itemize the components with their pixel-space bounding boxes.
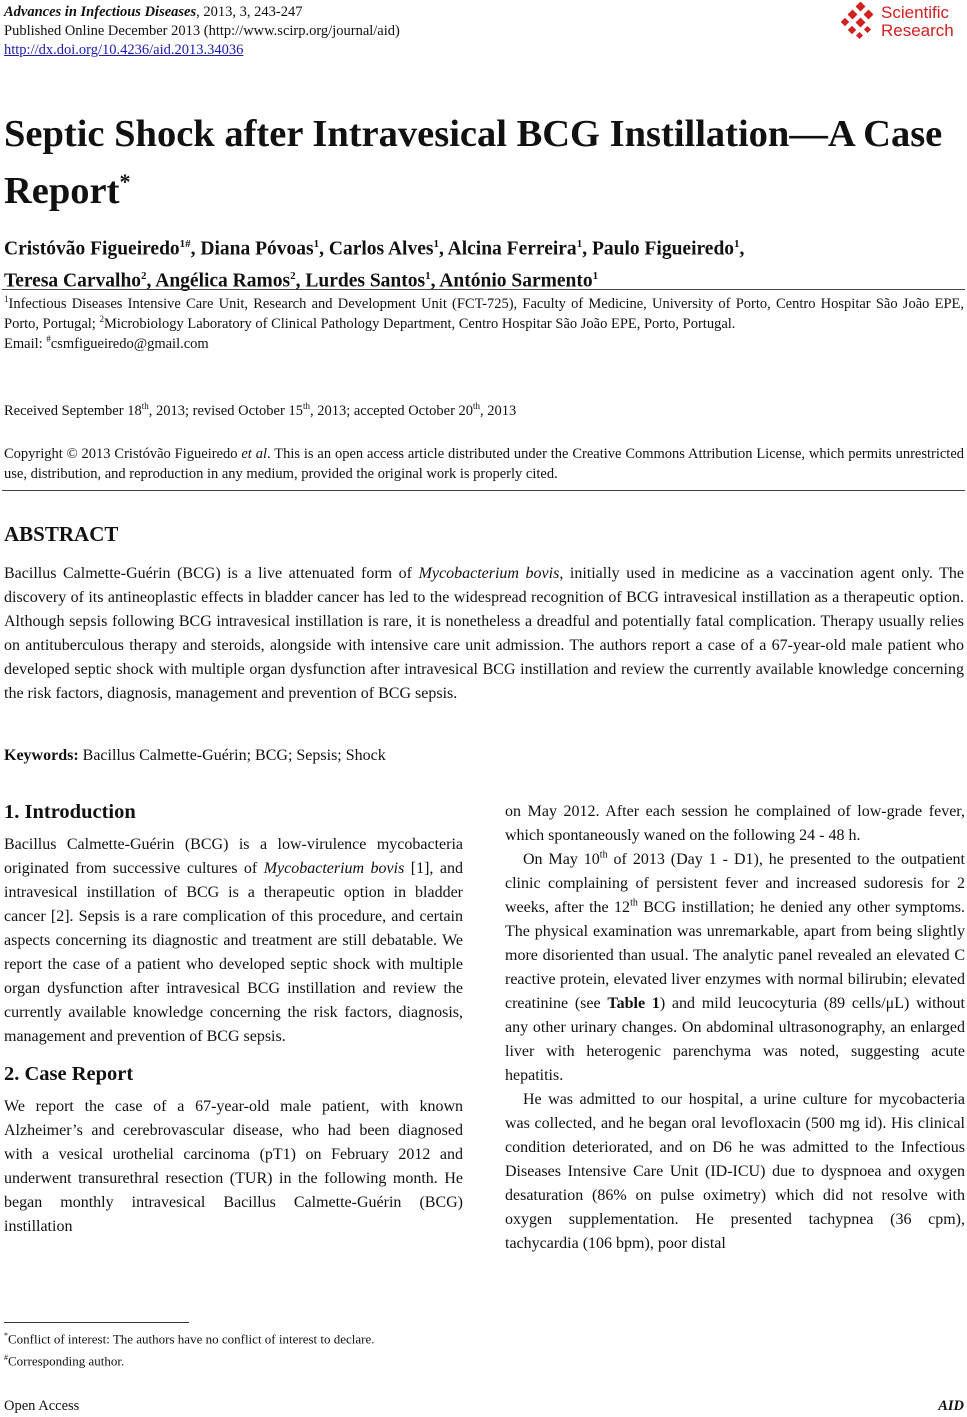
right-column xyxy=(505,800,965,1256)
author-name: António Sarmento xyxy=(439,270,593,291)
intro-paragraph: Bacillus Calmette-Guérin (BCG) is a low-virulence mycobacteria originated from successive cultures of Mycobacterium bovis [1], and intravesical instillation of BCG is a therapeutic option in bladder cancer [2]. Sepsis is a rare complication of this procedure, and certain aspects concerning its diagnostic and treatment are still debatable. We report the case of a patient who developed septic shock with multiple organ dysfunction after intravesical BCG instillation and review the currently available knowledge concerning the risk factors, diagnosis, management and prevention of BCG sepsis. xyxy=(4,836,463,1045)
left-column xyxy=(4,800,463,1239)
author-line-1: Cristóvão Figueiredo$^{1\#}$, Diana Póvoas$^1$, Carlos Alves$^1$, Alcina Ferreira$^1$, Paulo Figueiredo$^1$, xyxy=(4,238,745,260)
author-line-2: Teresa Carvalho$^2$, Angélica Ramos$^2$, Lurdes Santos$^1$, António Sarmento$^1$ xyxy=(4,269,599,291)
author-affiliation-mark: 1 xyxy=(433,238,439,250)
received-dates: Received September 18th, 2013; revised October 15th, 2013; accepted October 20th, 2013 xyxy=(4,401,517,419)
copyright-notice: Copyright © 2013 Cristóvão Figueiredo et al. This is an open access article distributed under the Creative Commons Attribution License, which permits unrestricted use, distribution, and reproduction in any medium, provided the original work is properly cited. xyxy=(4,446,965,482)
doi-link[interactable]: http://dx.doi.org/10.4236/aid.2013.34036 xyxy=(4,42,244,58)
case-paragraph-1: We report the case of a 67-year-old male patient, with known Alzheimer’s and cerebrovascular disease, who had been diagnosed with a vesical urothelial carcinoma (pT1) on February 2012 and underwent transurethral resection (TUR) in the following month. He began monthly intravesical Bacillus Calmette-Guérin (BCG) instillation xyxy=(4,1098,463,1235)
author-name: Alcina Ferreira xyxy=(447,238,577,260)
case-paragraph-1-continued: on May 2012. After each session he complained of low-grade fever, which spontaneously waned on the following 24 - 48 h. xyxy=(505,803,965,844)
published-line: Published Online December 2013 (http://www.scirp.org/journal/aid) xyxy=(4,23,400,39)
author-name: Teresa Carvalho xyxy=(4,270,142,291)
abstract-heading: ABSTRACT xyxy=(4,522,119,546)
author-name: Angélica Ramos xyxy=(155,270,291,291)
page-footer xyxy=(4,1398,964,1415)
publisher-logo xyxy=(841,2,961,42)
author-affiliation-mark: 2 xyxy=(141,269,147,282)
copyright-divider xyxy=(2,490,965,491)
case-report-heading: 2. Case Report xyxy=(4,1063,134,1085)
author-affiliation-mark: 1 xyxy=(576,238,583,250)
author-affiliation-mark: 2 xyxy=(290,269,296,282)
author-name: Lurdes Santos xyxy=(305,270,426,291)
author-name: Diana Póvoas xyxy=(200,238,314,260)
intro-heading: 1. Introduction xyxy=(4,801,136,823)
author-name: Carlos Alves xyxy=(328,238,434,260)
journal-name: Advances in Infectious Diseases xyxy=(4,4,197,20)
author-affiliation-mark: 1 xyxy=(425,269,431,282)
author-affiliation-mark: 1 xyxy=(734,238,740,250)
footnote-divider xyxy=(4,1322,189,1323)
keywords: Keywords: Bacillus Calmette-Guérin; BCG; Sepsis; Shock xyxy=(4,747,386,764)
table-1-link[interactable]: Table 1 xyxy=(607,995,660,1012)
author-affiliation-mark: 1 xyxy=(313,238,320,250)
open-access-label: Open Access xyxy=(4,1398,80,1414)
journal-abbrev: AID xyxy=(938,1398,964,1414)
logo-text: Scientific Research xyxy=(881,3,954,40)
abstract-text: Bacillus Calmette-Guérin (BCG) is a live attenuated form of Mycobacterium bovis, initially used in medicine as a vaccination agent only. The discovery of its antineoplastic effects in bladder cancer has led to the widespread recognition of BCG intravesical instillation as a therapeutic option. Although sepsis following BCG intravesical instillation is rare, it is nonetheless a dreadful and potentially fatal complication. Therapy usually relies on antituberculous therapy and steroids, alongside with intensive care unit admission. The authors report a case of a 67-year-old male patient who developed septic shock with multiple organ dysfunction after intravesical BCG instillation and review the currently available knowledge concerning the risk factors, diagnosis, management and prevention of BCG sepsis. xyxy=(4,565,964,702)
journal-volume: , 2013, 3, 243-247 xyxy=(196,4,303,20)
paper-title: Septic Shock after Intravesical BCG Instillation—A Case Report* xyxy=(4,113,943,212)
journal-header xyxy=(4,3,400,60)
author-affiliation-mark: 1# xyxy=(179,238,191,250)
case-paragraph-2: On May 10th of 2013 (Day 1 - D1), he presented to the outpatient clinic complaining of persistent fever and increased sudoresis for 2 weeks, after the 12th BCG instillation; he denied any other symptoms. The physical examination was unremarkable, apart from being slightly more disoriented than usual. The analytic panel revealed an elevated C reactive protein, elevated liver enzymes with normal bilirubin; elevated creatinine (see Table 1) and mild leucocyturia (89 cells/μL) without any other urinary changes. On abdominal ultrasonography, an enlarged liver with heterogenic parenchyma was noted, suggesting acute hepatitis. xyxy=(505,849,966,1084)
author-list xyxy=(4,231,954,294)
case-paragraph-3: He was admitted to our hospital, a urine culture for mycobacteria was collected, and he began oral levofloxacin (500 mg id). His clinical condition deteriorated, and on D6 he was admitted to the Infectious Diseases Intensive Care Unit (ID-ICU) due to dyspnoea and oxygen desaturation (86% on pulse oximetry) which did not resolve with oxygen supplementation. He presented tachypnea (36 cpm), tachycardia (106 bpm), poor distal xyxy=(505,1091,965,1252)
author-name: Paulo Figueiredo xyxy=(591,238,735,260)
author-affiliation-mark: 1 xyxy=(592,269,599,282)
affiliations: $^1$Infectious Diseases Intensive Care Unit, Research and Development Unit (FCT-725), Faculty of Medicine, University of Porto, Centro Hospitar São João EPE, Porto, Portugal; $^2$Microbiology Laboratory of Clinical Pathology Department, Centro Hospitar São João EPE, Porto, Portugal. Email: #csmfigueiredo@gmail.com xyxy=(4,294,964,352)
email-address[interactable]: csmfigueiredo@gmail.com xyxy=(50,336,209,352)
logo-mark-icon xyxy=(841,2,879,40)
author-name: Cristóvão Figueiredo xyxy=(4,238,180,260)
footnotes: *Conflict of interest: The authors have no conflict of interest to declare. #Corresponding author. xyxy=(4,1331,375,1369)
header-divider xyxy=(2,289,965,290)
